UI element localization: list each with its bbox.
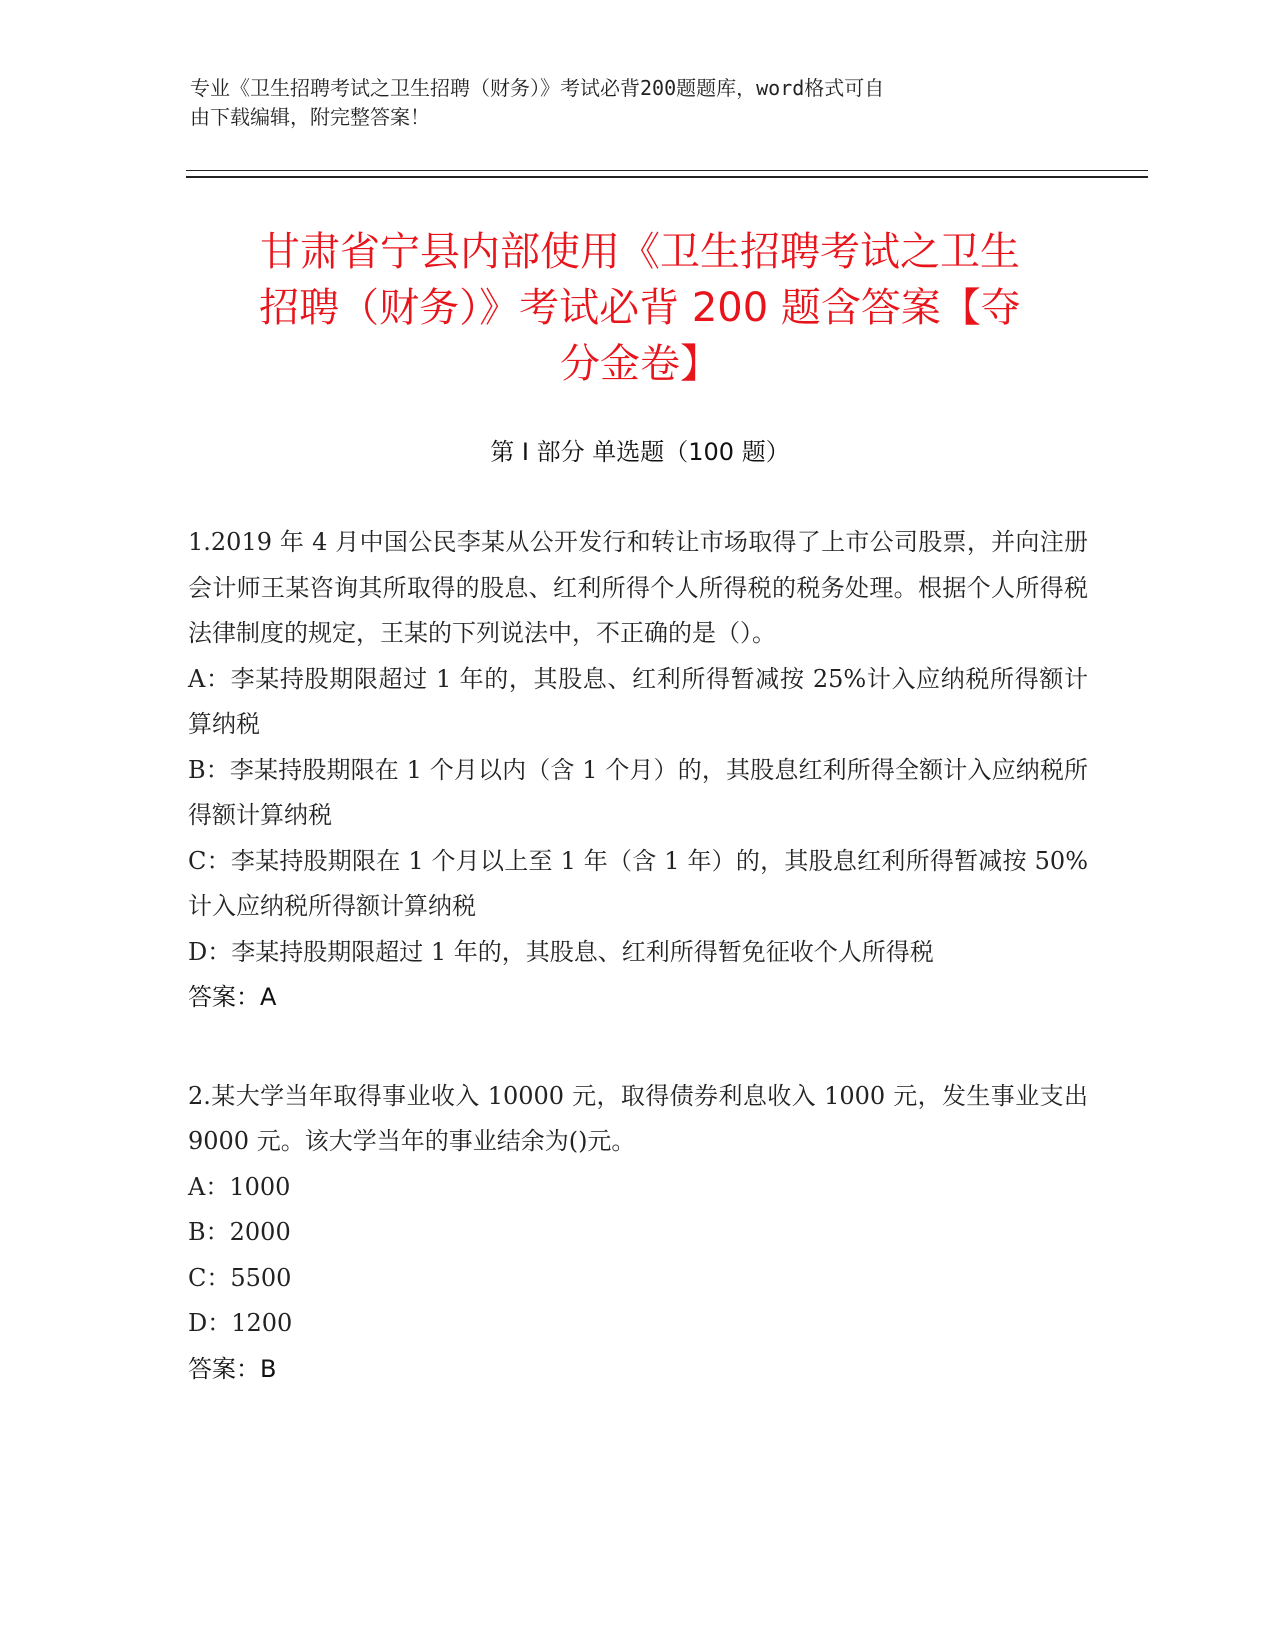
section-title: 第 I 部分 单选题（100 题） (490, 438, 790, 466)
document-title (190, 224, 1090, 392)
header-divider-thin (186, 170, 1148, 171)
option-a: A：1000 (188, 1172, 291, 1201)
answer: 答案：A (188, 983, 277, 1011)
option-d: D：1200 (188, 1309, 293, 1337)
option-c: C：5500 (188, 1263, 292, 1292)
option-d: D：李某持股期限超过 1 年的，其股息、红利所得暂免征收个人所得税 (188, 937, 934, 966)
document-title-line1: 甘肃省宁县内部使用《卫生招聘考试之卫生 (260, 229, 1020, 275)
question-2 (188, 1074, 1088, 1393)
header-note-line1: 专业《卫生招聘考试之卫生招聘（财务）》考试必背200题题库，word格式可自 (190, 76, 885, 100)
question-stem: 2.某大学当年取得事业收入 10000 元，取得债券利息收入 1000 元，发生事业支出 9000 元。该大学当年的事业结余为()元。 (188, 1081, 1088, 1155)
document-title-line2: 招聘（财务）》考试必背 200 题含答案【夺 (259, 285, 1021, 331)
question-1 (188, 520, 1088, 1021)
document-title-line3: 分金卷】 (560, 341, 720, 387)
answer: 答案：B (188, 1354, 277, 1383)
option-b: B：李某持股期限在 1 个月以内（含 1 个月）的，其股息红利所得全额计入应纳税所得额计算纳税 (188, 755, 1088, 829)
header-divider-thick (186, 176, 1148, 178)
header-note (190, 74, 1090, 132)
option-c: C：李某持股期限在 1 个月以上至 1 年（含 1 年）的，其股息红利所得暂减按 50%计入应纳税所得额计算纳税 (188, 846, 1088, 920)
option-a: A：李某持股期限超过 1 年的，其股息、红利所得暂减按 25%计入应纳税所得额计算纳税 (188, 664, 1088, 738)
header-note-line2: 由下载编辑，附完整答案！ (190, 105, 430, 129)
question-list (188, 520, 1088, 1445)
option-b: B：2000 (188, 1218, 291, 1246)
question-stem: 1.2019 年 4 月中国公民李某从公开发行和转让市场取得了上市公司股票，并向注册会计师王某咨询其所取得的股息、红利所得个人所得税的税务处理。根据个人所得税法律制度的规定，王某的下列说法中，不正确的是（）。 (188, 528, 1088, 647)
